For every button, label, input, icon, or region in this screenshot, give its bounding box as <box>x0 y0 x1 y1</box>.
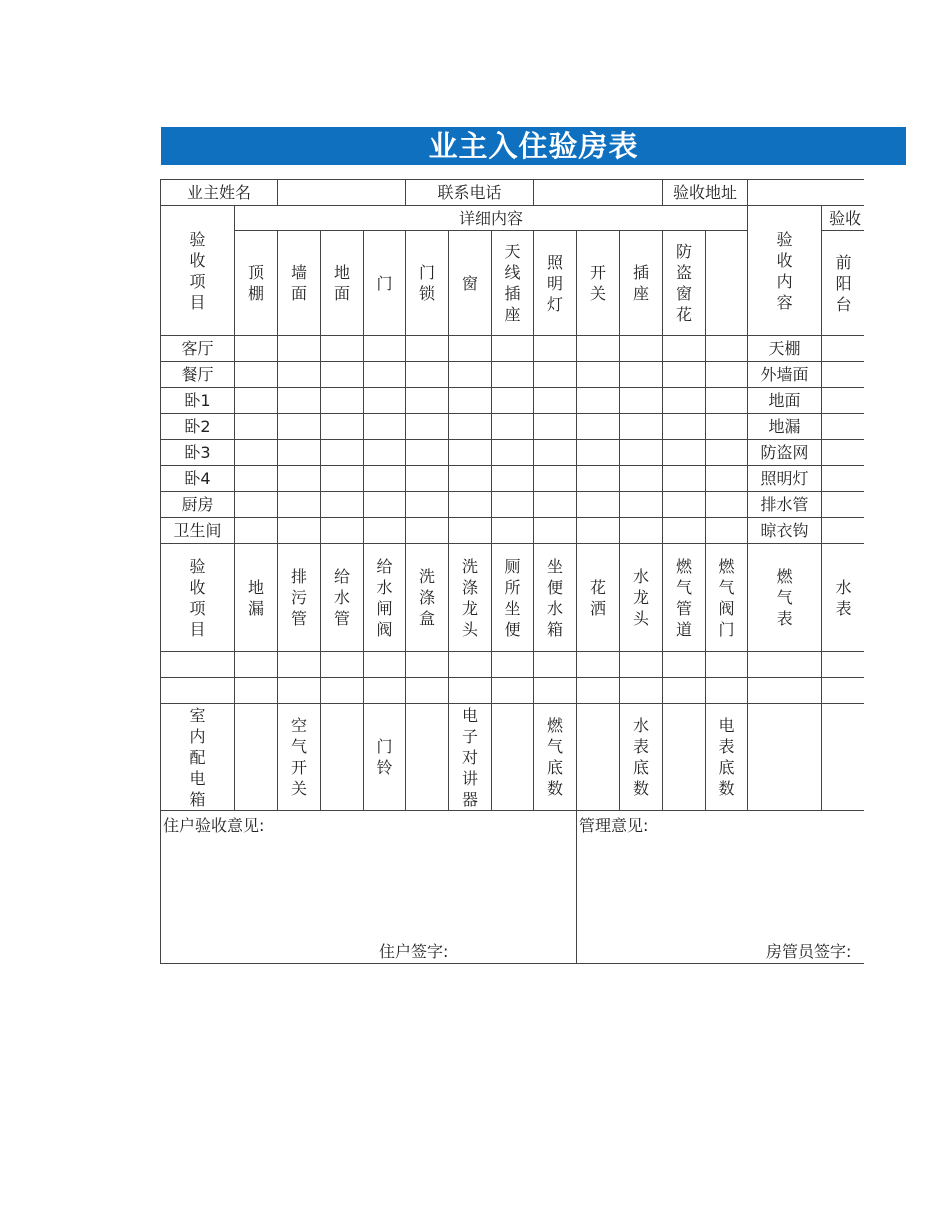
detail-header: 详细内容 <box>235 206 748 231</box>
management-opinion-label: 管理意见: <box>579 816 649 835</box>
owner-name-field[interactable] <box>278 180 406 206</box>
content-item-label: 晾衣钩 <box>748 518 822 544</box>
check-cell[interactable] <box>577 492 620 518</box>
check-cell[interactable] <box>449 414 492 440</box>
check-cell[interactable] <box>822 466 864 492</box>
value-cell[interactable] <box>235 704 278 811</box>
column-header: 顶棚 <box>235 231 278 336</box>
check-cell[interactable] <box>534 440 577 466</box>
meter-label: 电表底数 <box>706 704 748 811</box>
content-item-label: 地漏 <box>748 414 822 440</box>
check-cell[interactable] <box>822 414 864 440</box>
check-cell[interactable] <box>620 518 663 544</box>
column-header-gas-meter: 燃气表 <box>748 544 822 652</box>
column-header: 给水闸阀 <box>364 544 406 652</box>
check-cell[interactable] <box>577 652 620 678</box>
check-cell[interactable] <box>822 678 864 704</box>
room-row <box>161 466 865 492</box>
column-header: 排污管 <box>278 544 321 652</box>
check-cell[interactable] <box>748 652 822 678</box>
column-header: 地面 <box>321 231 364 336</box>
check-cell[interactable] <box>706 388 748 414</box>
section2-blank-row <box>161 678 865 704</box>
meter-label: 空气开关 <box>278 704 321 811</box>
check-cell[interactable] <box>406 336 449 362</box>
room-label: 卧4 <box>161 466 235 492</box>
check-cell[interactable] <box>663 414 706 440</box>
check-cell[interactable] <box>492 678 534 704</box>
check-cell[interactable] <box>406 678 449 704</box>
check-cell[interactable] <box>663 440 706 466</box>
value-cell[interactable] <box>663 704 706 811</box>
check-cell[interactable] <box>321 492 364 518</box>
check-cell[interactable] <box>620 388 663 414</box>
check-cell[interactable] <box>534 336 577 362</box>
item-header: 验收项目 <box>161 206 235 336</box>
check-cell[interactable] <box>706 414 748 440</box>
check-cell[interactable] <box>406 492 449 518</box>
check-cell[interactable] <box>492 336 534 362</box>
section2-header-row <box>161 544 865 652</box>
column-header: 燃气阀门 <box>706 544 748 652</box>
check-cell[interactable] <box>706 336 748 362</box>
check-cell[interactable] <box>577 414 620 440</box>
column-header: 给水管 <box>321 544 364 652</box>
check-cell[interactable] <box>534 518 577 544</box>
column-header: 厕所坐便 <box>492 544 534 652</box>
check-cell[interactable] <box>406 362 449 388</box>
room-row <box>161 336 865 362</box>
room-label: 卧2 <box>161 414 235 440</box>
content-item-label: 外墙面 <box>748 362 822 388</box>
room-row <box>161 440 865 466</box>
meter-label: 燃气底数 <box>534 704 577 811</box>
content-item-label: 天棚 <box>748 336 822 362</box>
check-cell[interactable] <box>449 336 492 362</box>
check-cell[interactable] <box>161 652 235 678</box>
check-cell[interactable] <box>364 678 406 704</box>
check-cell[interactable] <box>534 652 577 678</box>
check-cell[interactable] <box>235 518 278 544</box>
address-label: 验收地址 <box>663 180 748 206</box>
check-cell[interactable] <box>235 336 278 362</box>
check-cell[interactable] <box>663 492 706 518</box>
check-cell[interactable] <box>449 652 492 678</box>
check-cell[interactable] <box>577 336 620 362</box>
column-header: 坐便水箱 <box>534 544 577 652</box>
content-cut-header: 验收 <box>822 206 864 231</box>
page-title: 业主入住验房表 <box>161 127 906 165</box>
check-cell[interactable] <box>235 362 278 388</box>
check-cell[interactable] <box>364 440 406 466</box>
check-cell[interactable] <box>620 362 663 388</box>
content-item-label: 照明灯 <box>748 466 822 492</box>
check-cell[interactable] <box>406 652 449 678</box>
check-cell[interactable] <box>449 362 492 388</box>
check-cell[interactable] <box>278 518 321 544</box>
check-cell[interactable] <box>534 466 577 492</box>
section1-header-row <box>161 206 865 231</box>
meter-label: 水表底数 <box>620 704 663 811</box>
column-header-blank <box>706 231 748 336</box>
value-cell[interactable] <box>321 704 364 811</box>
check-cell[interactable] <box>321 388 364 414</box>
check-cell[interactable] <box>364 518 406 544</box>
column-header: 洗涤盒 <box>406 544 449 652</box>
check-cell[interactable] <box>406 518 449 544</box>
check-cell[interactable] <box>278 678 321 704</box>
inspection-table <box>160 179 864 964</box>
value-cell[interactable] <box>492 704 534 811</box>
check-cell[interactable] <box>278 388 321 414</box>
check-cell[interactable] <box>449 440 492 466</box>
check-cell[interactable] <box>822 362 864 388</box>
column-header-front-balcony: 前阳台 <box>822 231 864 336</box>
check-cell[interactable] <box>235 414 278 440</box>
check-cell[interactable] <box>822 388 864 414</box>
check-cell[interactable] <box>706 362 748 388</box>
address-field[interactable] <box>748 180 864 206</box>
column-header: 洗涤龙头 <box>449 544 492 652</box>
check-cell[interactable] <box>620 678 663 704</box>
check-cell[interactable] <box>620 336 663 362</box>
check-cell[interactable] <box>577 362 620 388</box>
column-header: 水龙头 <box>620 544 663 652</box>
check-cell[interactable] <box>577 518 620 544</box>
column-header: 门锁 <box>406 231 449 336</box>
management-opinion-box[interactable] <box>577 811 864 964</box>
check-cell[interactable] <box>321 466 364 492</box>
check-cell[interactable] <box>577 388 620 414</box>
content-item-label: 防盗网 <box>748 440 822 466</box>
room-row <box>161 518 865 544</box>
value-cell[interactable] <box>748 704 822 811</box>
room-label: 客厅 <box>161 336 235 362</box>
check-cell[interactable] <box>492 362 534 388</box>
check-cell[interactable] <box>492 388 534 414</box>
resident-opinion-box[interactable] <box>161 811 577 964</box>
check-cell[interactable] <box>663 388 706 414</box>
column-header: 天线插座 <box>492 231 534 336</box>
check-cell[interactable] <box>364 492 406 518</box>
check-cell[interactable] <box>534 678 577 704</box>
column-header: 地漏 <box>235 544 278 652</box>
check-cell[interactable] <box>364 652 406 678</box>
room-label: 卫生间 <box>161 518 235 544</box>
check-cell[interactable] <box>235 652 278 678</box>
check-cell[interactable] <box>577 678 620 704</box>
column-header: 墙面 <box>278 231 321 336</box>
check-cell[interactable] <box>364 466 406 492</box>
check-cell[interactable] <box>706 678 748 704</box>
check-cell[interactable] <box>706 492 748 518</box>
check-cell[interactable] <box>620 492 663 518</box>
check-cell[interactable] <box>577 440 620 466</box>
check-cell[interactable] <box>663 362 706 388</box>
check-cell[interactable] <box>278 492 321 518</box>
value-cell[interactable] <box>577 704 620 811</box>
check-cell[interactable] <box>235 466 278 492</box>
value-cell[interactable] <box>406 704 449 811</box>
check-cell[interactable] <box>278 466 321 492</box>
check-cell[interactable] <box>822 652 864 678</box>
section1-rooms <box>161 336 865 544</box>
phone-field[interactable] <box>534 180 663 206</box>
room-row <box>161 388 865 414</box>
check-cell[interactable] <box>278 652 321 678</box>
check-cell[interactable] <box>706 466 748 492</box>
check-cell[interactable] <box>364 336 406 362</box>
check-cell[interactable] <box>161 678 235 704</box>
column-header: 窗 <box>449 231 492 336</box>
inspection-form <box>160 179 864 967</box>
column-header: 插座 <box>620 231 663 336</box>
room-label: 餐厅 <box>161 362 235 388</box>
room-label: 卧1 <box>161 388 235 414</box>
opinions-row <box>161 811 865 964</box>
column-header-water-meter: 水表 <box>822 544 864 652</box>
check-cell[interactable] <box>364 362 406 388</box>
check-cell[interactable] <box>449 678 492 704</box>
check-cell[interactable] <box>663 678 706 704</box>
check-cell[interactable] <box>620 652 663 678</box>
check-cell[interactable] <box>321 518 364 544</box>
meter-label: 门铃 <box>364 704 406 811</box>
check-cell[interactable] <box>321 336 364 362</box>
content-header: 验收内容 <box>748 206 822 336</box>
check-cell[interactable] <box>663 466 706 492</box>
check-cell[interactable] <box>278 362 321 388</box>
column-header: 门 <box>364 231 406 336</box>
item-header: 验收项目 <box>161 544 235 652</box>
check-cell[interactable] <box>321 678 364 704</box>
check-cell[interactable] <box>534 388 577 414</box>
column-header: 开关 <box>577 231 620 336</box>
check-cell[interactable] <box>364 388 406 414</box>
check-cell[interactable] <box>278 414 321 440</box>
check-cell[interactable] <box>534 492 577 518</box>
check-cell[interactable] <box>534 414 577 440</box>
check-cell[interactable] <box>492 492 534 518</box>
check-cell[interactable] <box>534 362 577 388</box>
room-label: 卧3 <box>161 440 235 466</box>
check-cell[interactable] <box>278 336 321 362</box>
check-cell[interactable] <box>235 492 278 518</box>
meter-label: 电子对讲器 <box>449 704 492 811</box>
check-cell[interactable] <box>492 652 534 678</box>
phone-label: 联系电话 <box>406 180 534 206</box>
check-cell[interactable] <box>620 440 663 466</box>
check-cell[interactable] <box>321 652 364 678</box>
check-cell[interactable] <box>406 466 449 492</box>
check-cell[interactable] <box>577 466 620 492</box>
section3-row <box>161 704 865 811</box>
owner-name-label: 业主姓名 <box>161 180 278 206</box>
check-cell[interactable] <box>235 388 278 414</box>
meter-label: 室内配电箱 <box>161 704 235 811</box>
check-cell[interactable] <box>492 466 534 492</box>
check-cell[interactable] <box>235 678 278 704</box>
check-cell[interactable] <box>321 414 364 440</box>
check-cell[interactable] <box>822 518 864 544</box>
check-cell[interactable] <box>449 492 492 518</box>
check-cell[interactable] <box>663 652 706 678</box>
check-cell[interactable] <box>822 492 864 518</box>
section2-blank-row <box>161 652 865 678</box>
room-label: 厨房 <box>161 492 235 518</box>
room-row <box>161 492 865 518</box>
content-item-label: 地面 <box>748 388 822 414</box>
manager-signature-label: 房管员签字: <box>766 942 852 961</box>
value-cell[interactable] <box>822 704 864 811</box>
column-header: 燃气管道 <box>663 544 706 652</box>
content-item-label: 排水管 <box>748 492 822 518</box>
check-cell[interactable] <box>492 414 534 440</box>
column-header: 花洒 <box>577 544 620 652</box>
check-cell[interactable] <box>620 466 663 492</box>
owner-info-row <box>161 180 865 206</box>
room-row <box>161 362 865 388</box>
check-cell[interactable] <box>406 388 449 414</box>
resident-signature-label: 住户签字: <box>379 942 449 961</box>
check-cell[interactable] <box>706 440 748 466</box>
column-header: 防盗窗花 <box>663 231 706 336</box>
check-cell[interactable] <box>364 414 406 440</box>
check-cell[interactable] <box>822 440 864 466</box>
resident-opinion-label: 住户验收意见: <box>163 816 265 835</box>
check-cell[interactable] <box>449 466 492 492</box>
check-cell[interactable] <box>822 336 864 362</box>
check-cell[interactable] <box>748 678 822 704</box>
check-cell[interactable] <box>620 414 663 440</box>
check-cell[interactable] <box>492 440 534 466</box>
room-row <box>161 414 865 440</box>
column-header: 照明灯 <box>534 231 577 336</box>
check-cell[interactable] <box>278 440 321 466</box>
check-cell[interactable] <box>321 440 364 466</box>
check-cell[interactable] <box>235 440 278 466</box>
check-cell[interactable] <box>706 518 748 544</box>
check-cell[interactable] <box>449 518 492 544</box>
check-cell[interactable] <box>706 652 748 678</box>
check-cell[interactable] <box>406 440 449 466</box>
check-cell[interactable] <box>449 388 492 414</box>
check-cell[interactable] <box>321 362 364 388</box>
check-cell[interactable] <box>663 518 706 544</box>
check-cell[interactable] <box>406 414 449 440</box>
check-cell[interactable] <box>663 336 706 362</box>
check-cell[interactable] <box>492 518 534 544</box>
